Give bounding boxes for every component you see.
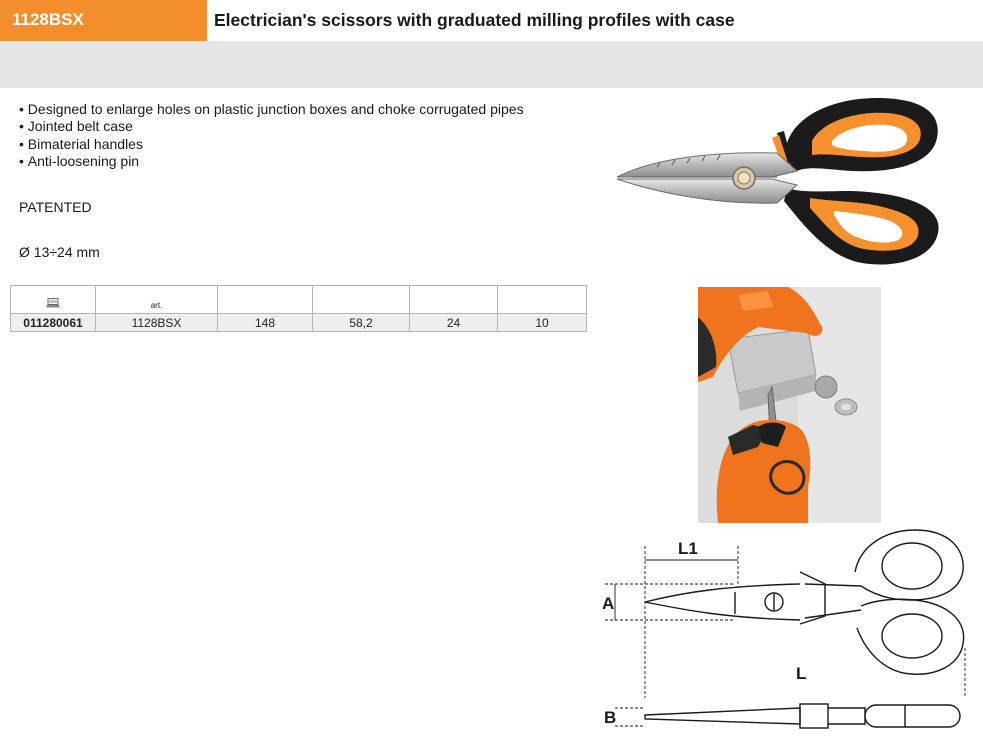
feature-item: • Designed to enlarge holes on plastic junction boxes and choke corrugated pipes (19, 101, 524, 118)
diameter-range: Ø 13÷24 mm (19, 244, 100, 260)
weight-column-header (313, 286, 410, 314)
product-code-box (0, 0, 207, 41)
label-a: A (602, 594, 615, 613)
feature-list (19, 101, 524, 171)
feature-item: • Bimaterial handles (19, 136, 524, 153)
length-column-header (218, 286, 313, 314)
table-cell-length: 148 (218, 314, 313, 332)
product-code: 1128BSX (12, 10, 84, 29)
art-column-header: art. (96, 286, 218, 314)
product-title: Electrician's scissors with graduated milling profiles with case (214, 10, 735, 30)
scissors-product-image (612, 93, 947, 273)
code-column-header (11, 286, 96, 314)
usage-photo (698, 287, 881, 523)
table-cell-diameter: 24 (410, 314, 498, 332)
table-cell-code: 011280061 (11, 314, 96, 332)
feature-item: • Jointed belt case (19, 118, 524, 135)
feature-item: • Anti-loosening pin (19, 153, 524, 170)
label-l: L (796, 664, 807, 683)
diameter-column-header (410, 286, 498, 314)
pack-column-header (498, 286, 587, 314)
patented-label: PATENTED (19, 199, 92, 215)
table-cell-pack: 10 (498, 314, 587, 332)
spec-table (10, 285, 587, 332)
dimension-drawing (585, 528, 983, 738)
spec-header-row (11, 286, 587, 314)
spec-data-row (11, 314, 587, 332)
label-b: B (604, 708, 617, 727)
barcode-icon (46, 298, 60, 308)
table-cell-art: 1128BSX (96, 314, 218, 332)
page-header (0, 0, 983, 41)
table-cell-weight: 58,2 (313, 314, 410, 332)
label-l1: L1 (678, 539, 698, 558)
header-band (0, 41, 983, 88)
